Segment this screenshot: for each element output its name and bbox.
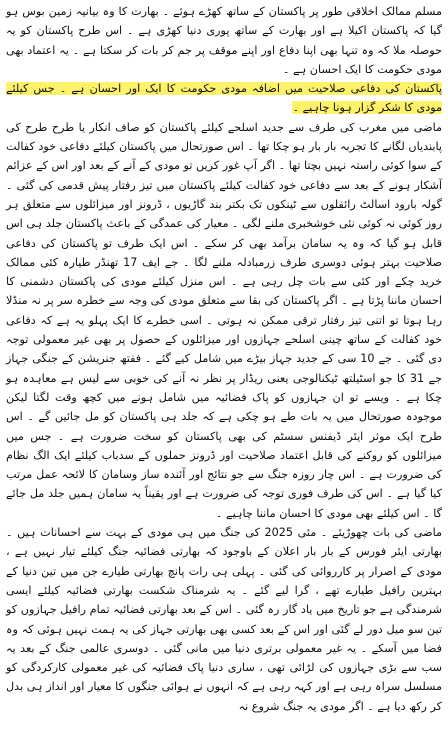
paragraph-moral-support (6, 2, 442, 79)
paragraph-may-2025-war (6, 523, 442, 716)
highlighted-paragraph-text: پاکستان کی دفاعی صلاحیت میں اضافہ مودی حکومت کا ایک اور احسان ہے ۔ جس کیلئے مودی کا شکر گزار ہونا چاہیے ۔ (6, 82, 442, 115)
paragraph-self-sufficiency (6, 118, 442, 523)
paragraph-text: ماضی کی بات چھوڑیئے ۔ مئی 2025 کی جنگ میں ہی مودی کے بہت سے احسانات ہیں ۔ بھارتی ایئر فورس کے بار بار اعلان کے باوجود کہ بھارتی فضائیہ جنگ کیلئے تیار نہیں ہے ، مودی کے اصرار پر کارروائی کی گئی ۔ پہلی ہی رات پانچ بھارتی طیارے جن میں تین دنیا کے بہترین رافیل طیارے تھے ، گرا لیے گئے ۔ یہ شرمناک شکست بھارتی فضائیہ کیلئے ایسی شرمندگی ہے جو تاریخ میں یاد گار رہ گئی ۔ اس کے بعد بھارتی فضائیہ تمام رافیل جہازوں کو تین سو میل دور لے گئی اور اس کے بعد کسی بھی بھارتی جہاز کی یہ ہمت نہیں ہوئی کہ وہ فضا میں آسکے ۔ یہ غیر معمولی برتری دنیا میں مانی گئی ۔ دوسری عالمی جنگ کے بعد یہ سب سے بڑی جہازوں کی لڑائی تھی ، ساری دنیا پاک فضائیہ کی غیر معمولی کارکردگی کو مسلسل سراہ رہی ہے اور کہہ رہی ہے کہ انہوں نے ہوائی جنگوں کا معیار اور انداز ہی بدل کر رکھ دیا ہے ۔ اگر مودی یہ جنگ شروع نہ (6, 526, 442, 713)
paragraph-text: ماضی میں مغرب کی طرف سے جدید اسلحے کیلئے پاکستان کو صاف انکار یا طرح طرح کی پابندیاں لگانے کا تجربہ بار بار ہو چکا تھا ۔ اس صورتحال میں پاکستان کیلئے دفاعی خود کفالت کے سوا کوئی راستہ نہیں بچتا تھا ۔ اگر آپ غور کریں تو مودی کے آنے کے بعد اور اس کے عزائم آشکار ہونے کے بعد سے دفاعی خود کفالت کیلئے پاکستان میں تیز رفتار پیش قدمی کی گئی ۔ گولہ بارود اسالٹ رائفلوں سے ٹینکوں تک بکتر بند گاڑیوں ، ڈرونز اور میزائلوں سے متعلق ہر روز کوئی نہ کوئی نئی خوشخبری ملنے لگی ۔ معیار کی عمدگی کے باعث پاکستان جلد ہی اس قابل ہو گیا کہ وہ یہ سامان برآمد بھی کر سکے ۔ اس ایک طرف تو پاکستان کی دفاعی صلاحیت بہتر ہوئی دوسری طرف زرمبادلہ ملنے لگا ۔ جے ایف 17 تھنڈر طیارہ کئی ممالک خرید چکے اور کئی سے بات چل رہی ہے ۔ اس منزل کیلئے مودی کی پاکستان دشمنی کا احسان ماننا پڑتا ہے ۔ اگر پاکستان کی بقا سے متعلق مودی کی وجہ سے خطرہ سر پر نہ منڈلا رہا ہوتا تو اتنی تیز رفتار ترقی ممکن نہ ہوتی ۔ اسی خطرے کا ایک پہلو یہ ہے کہ دفاعی خود کفالت کے ساتھ چینی اسلحے جہازوں اور میزائلوں کے حصول پر بھی غیر معمولی توجہ دی گئی ۔ جے 10 سی کے جدید جہاز بیڑے میں شامل کیے گئے ۔ ففتھ جنریشن کے جنگی جہاز جے 31 کا جو اسٹیلتھ ٹیکنالوجی یعنی ریڈار پر نظر نہ آنے کی خوبی سے لیس ہے معاہدہ ہو چکا ہے ۔ ویسے تو ان جہازوں کو پاک فضائیہ میں شامل ہونے میں کچھ وقت لگتا لیکن موجودہ صورتحال میں یہ بات طے ہو چکی ہے کہ جلد ہی پاکستان کو مل جائیں گے ۔ اس طرح ایک موثر ایئر ڈیفنس سسٹم کی بھی پاکستان کو سخت ضرورت ہے ۔ جس میں میزائلوں کو روکنے کی قابل اعتماد صلاحیت اور ڈرونز حملوں کے سدباب کیلئے ایک الگ نظام کی ضرورت ہے ۔ اس چار روزہ جنگ سے جو نتائج اور آئندہ ساز وسامان کا لائحہ عمل مرتب کیا گیا ہے ۔ اس کی طرف فوری توجہ کی ضرورت ہے اور یقیناً یہ سامان ہمیں جلد مل جائے گا ۔ اس کیلئے بھی مودی کا احسان ماننا چاہیے ۔ (6, 120, 442, 520)
paragraph-defence-capability-highlight (6, 79, 442, 118)
paragraph-text: مسلم ممالک اخلاقی طور پر پاکستان کے ساتھ کھڑے ہوئے ۔ بھارت کا وہ بیانیہ زمین بوس ہو گیا کہ پاکستان اکیلا ہے اور بھارت کے ساتھ پوری دنیا کھڑی ہے ۔ اس طرح پاکستان کو یہ حوصلہ ملا کہ وہ تنہا بھی اپنا دفاع اور اپنے موقف پر جم کر بات کر سکتا ہے ۔ یہ اعتماد بھی مودی حکومت کا ایک احسان ہے ۔ (6, 5, 442, 76)
